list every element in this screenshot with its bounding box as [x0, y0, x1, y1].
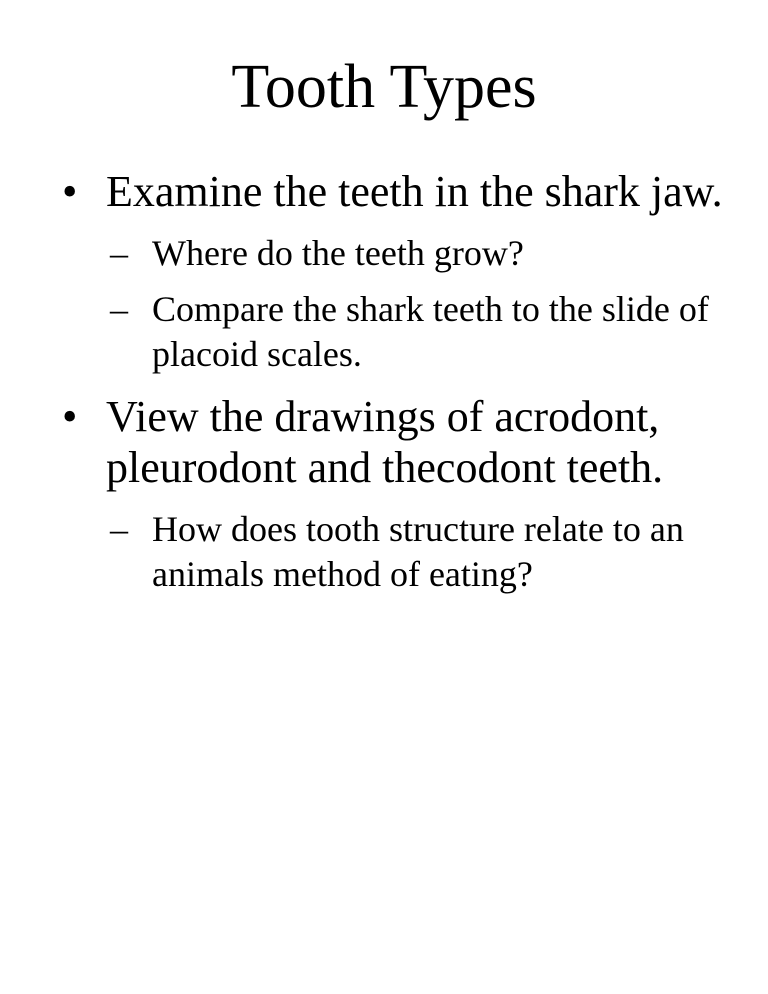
sub-bullet-marker: –: [110, 509, 128, 549]
sub-bullet-list: [106, 507, 740, 597]
sub-bullet-text: How does tooth structure relate to an animals method of eating?: [152, 509, 684, 594]
sub-bullet-marker: –: [110, 233, 128, 273]
bullet-text: View the drawings of acrodont, pleurodont and thecodont teeth.: [106, 392, 664, 492]
slide-title: Tooth Types: [231, 53, 537, 121]
sub-bullet-list: [106, 231, 740, 377]
bullet-marker: •: [62, 167, 78, 216]
bullet-marker: •: [62, 392, 78, 441]
bullet-text: Examine the teeth in the shark jaw.: [106, 167, 723, 216]
sub-bullet-text: Compare the shark teeth to the slide of placoid scales.: [152, 289, 709, 374]
sub-bullet-marker: –: [110, 289, 128, 329]
bullet-item: [60, 391, 740, 597]
bullet-list: [60, 166, 740, 608]
sub-bullet-item: [106, 287, 740, 377]
bullet-item: [60, 166, 740, 377]
sub-bullet-item: [106, 231, 740, 276]
sub-bullet-text: Where do the teeth grow?: [152, 233, 524, 273]
sub-bullet-item: [106, 507, 740, 597]
